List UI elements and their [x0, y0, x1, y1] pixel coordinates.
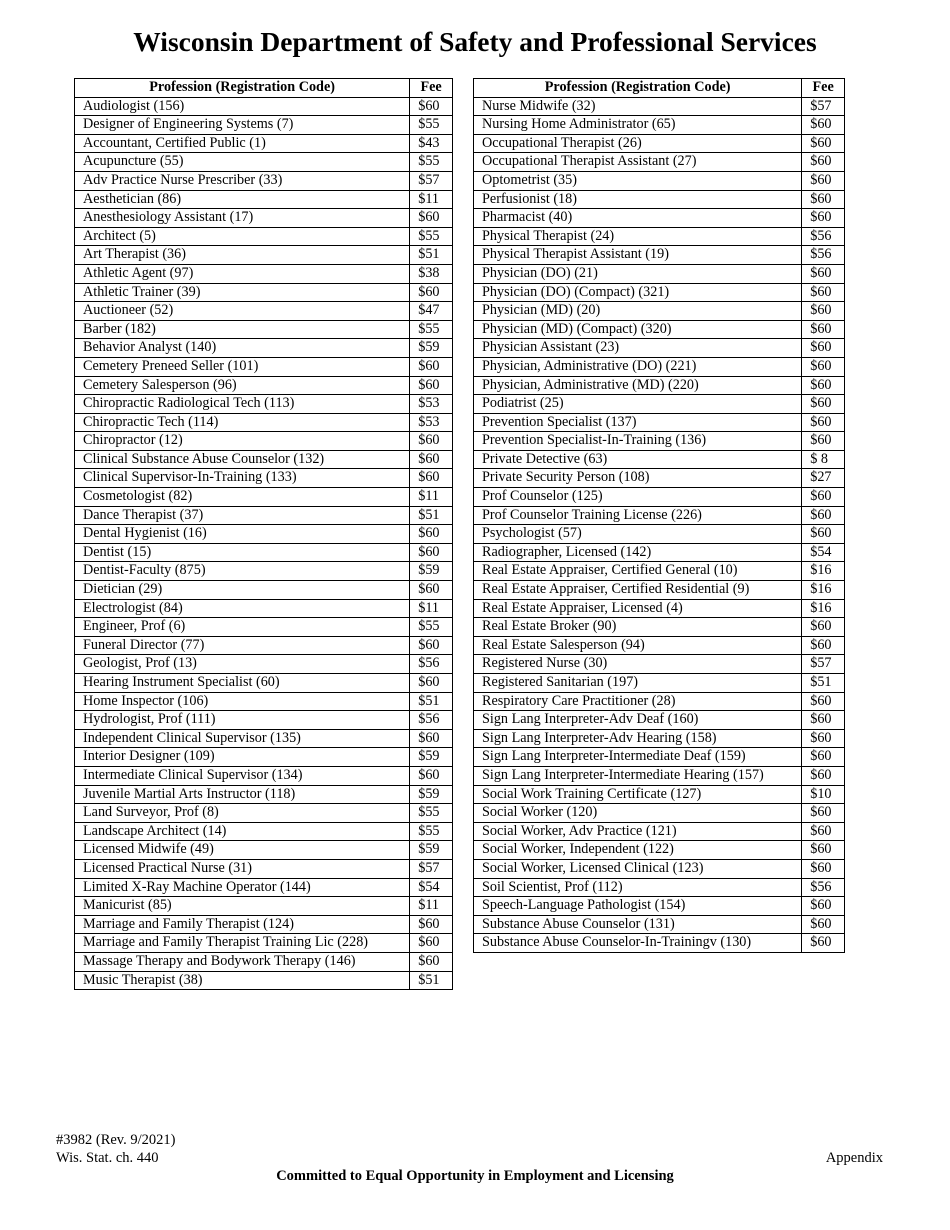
column-header-fee: Fee — [802, 79, 845, 98]
fee-cell: $60 — [410, 283, 453, 302]
appendix-label: Appendix — [825, 1150, 883, 1166]
profession-cell: Physician, Administrative (MD) (220) — [474, 376, 802, 395]
table-row — [75, 804, 453, 823]
table-row — [75, 376, 453, 395]
fee-cell: $60 — [802, 171, 845, 190]
profession-cell: Accountant, Certified Public (1) — [75, 134, 410, 153]
fee-cell: $60 — [802, 636, 845, 655]
profession-cell: Clinical Substance Abuse Counselor (132) — [75, 450, 410, 469]
table-row — [75, 636, 453, 655]
fee-cell: $60 — [802, 506, 845, 525]
table-row — [474, 227, 845, 246]
profession-cell: Massage Therapy and Bodywork Therapy (146) — [75, 952, 410, 971]
table-row — [474, 748, 845, 767]
profession-cell: Geologist, Prof (13) — [75, 655, 410, 674]
profession-cell: Cosmetologist (82) — [75, 488, 410, 507]
table-row — [75, 766, 453, 785]
profession-cell: Chiropractic Radiological Tech (113) — [75, 395, 410, 414]
table-row — [75, 320, 453, 339]
fee-cell: $56 — [410, 711, 453, 730]
profession-cell: Barber (182) — [75, 320, 410, 339]
table-row — [474, 395, 845, 414]
profession-cell: Substance Abuse Counselor-In-Trainingv (130) — [474, 934, 802, 953]
profession-cell: Podiatrist (25) — [474, 395, 802, 414]
table-row — [474, 153, 845, 172]
table-row — [474, 302, 845, 321]
profession-cell: Funeral Director (77) — [75, 636, 410, 655]
fee-cell: $60 — [802, 822, 845, 841]
profession-cell: Licensed Midwife (49) — [75, 841, 410, 860]
table-row — [75, 264, 453, 283]
fee-cell: $54 — [802, 543, 845, 562]
table-row — [75, 655, 453, 674]
fee-cell: $11 — [410, 599, 453, 618]
table-row — [75, 246, 453, 265]
table-row — [474, 134, 845, 153]
table-row — [75, 488, 453, 507]
fee-cell: $53 — [410, 413, 453, 432]
table-row — [75, 153, 453, 172]
profession-cell: Juvenile Martial Arts Instructor (118) — [75, 785, 410, 804]
profession-cell: Audiologist (156) — [75, 97, 410, 116]
profession-cell: Sign Lang Interpreter-Adv Deaf (160) — [474, 711, 802, 730]
profession-cell: Physician, Administrative (DO) (221) — [474, 357, 802, 376]
profession-cell: Auctioneer (52) — [75, 302, 410, 321]
profession-cell: Home Inspector (106) — [75, 692, 410, 711]
profession-cell: Manicurist (85) — [75, 897, 410, 916]
profession-cell: Landscape Architect (14) — [75, 822, 410, 841]
fee-cell: $56 — [802, 227, 845, 246]
profession-cell: Prevention Specialist (137) — [474, 413, 802, 432]
fee-cell: $60 — [802, 134, 845, 153]
profession-cell: Limited X-Ray Machine Operator (144) — [75, 878, 410, 897]
profession-cell: Social Worker, Independent (122) — [474, 841, 802, 860]
fee-cell: $60 — [802, 357, 845, 376]
table-row — [75, 209, 453, 228]
fee-cell: $60 — [802, 841, 845, 860]
fee-cell: $59 — [410, 785, 453, 804]
table-row — [474, 264, 845, 283]
profession-cell: Sign Lang Interpreter-Intermediate Deaf (159) — [474, 748, 802, 767]
statute-reference: Wis. Stat. ch. 440 — [56, 1150, 159, 1166]
table-row — [474, 804, 845, 823]
table-row — [75, 581, 453, 600]
fee-cell: $60 — [410, 581, 453, 600]
profession-cell: Physician (MD) (20) — [474, 302, 802, 321]
profession-cell: Prevention Specialist-In-Training (136) — [474, 432, 802, 451]
table-row — [474, 376, 845, 395]
table-row — [75, 469, 453, 488]
table-header-row — [75, 79, 453, 98]
table-row — [474, 934, 845, 953]
fee-cell: $60 — [802, 729, 845, 748]
table-row — [75, 450, 453, 469]
fee-cell: $54 — [410, 878, 453, 897]
profession-cell: Cemetery Salesperson (96) — [75, 376, 410, 395]
profession-cell: Registered Nurse (30) — [474, 655, 802, 674]
fee-cell: $16 — [802, 581, 845, 600]
fee-cell: $60 — [802, 432, 845, 451]
profession-cell: Interior Designer (109) — [75, 748, 410, 767]
table-row — [474, 878, 845, 897]
profession-cell: Dentist (15) — [75, 543, 410, 562]
fee-cell: $60 — [410, 915, 453, 934]
profession-cell: Marriage and Family Therapist Training Lic (228) — [75, 934, 410, 953]
column-header-profession: Profession (Registration Code) — [474, 79, 802, 98]
fee-cell: $11 — [410, 190, 453, 209]
profession-cell: Chiropractic Tech (114) — [75, 413, 410, 432]
profession-cell: Clinical Supervisor-In-Training (133) — [75, 469, 410, 488]
profession-cell: Dental Hygienist (16) — [75, 525, 410, 544]
profession-cell: Soil Scientist, Prof (112) — [474, 878, 802, 897]
table-row — [474, 320, 845, 339]
table-row — [474, 450, 845, 469]
profession-cell: Prof Counselor (125) — [474, 488, 802, 507]
fee-cell: $60 — [410, 97, 453, 116]
table-row — [75, 971, 453, 990]
table-row — [75, 599, 453, 618]
fee-cell: $60 — [802, 766, 845, 785]
fee-cell: $57 — [410, 859, 453, 878]
fee-cell: $60 — [802, 153, 845, 172]
profession-cell: Chiropractor (12) — [75, 432, 410, 451]
profession-cell: Psychologist (57) — [474, 525, 802, 544]
profession-cell: Hydrologist, Prof (111) — [75, 711, 410, 730]
fee-cell: $51 — [410, 971, 453, 990]
fee-cell: $60 — [802, 302, 845, 321]
table-row — [474, 413, 845, 432]
fee-cell: $60 — [802, 413, 845, 432]
table-row — [474, 729, 845, 748]
profession-cell: Substance Abuse Counselor (131) — [474, 915, 802, 934]
profession-cell: Real Estate Appraiser, Certified General (10) — [474, 562, 802, 581]
profession-cell: Physician (DO) (21) — [474, 264, 802, 283]
fee-cell: $55 — [410, 822, 453, 841]
profession-cell: Architect (5) — [75, 227, 410, 246]
profession-cell: Physician Assistant (23) — [474, 339, 802, 358]
fee-table-left — [74, 78, 453, 990]
profession-cell: Real Estate Appraiser, Certified Residential (9) — [474, 581, 802, 600]
table-row — [474, 841, 845, 860]
table-row — [474, 469, 845, 488]
table-row — [474, 915, 845, 934]
table-row — [75, 674, 453, 693]
table-row — [75, 822, 453, 841]
table-row — [474, 562, 845, 581]
equal-opportunity-statement: Committed to Equal Opportunity in Employment and Licensing — [276, 1168, 674, 1184]
table-row — [75, 134, 453, 153]
table-row — [75, 357, 453, 376]
profession-cell: Social Worker, Licensed Clinical (123) — [474, 859, 802, 878]
fee-table-right-body — [474, 97, 845, 952]
profession-cell: Occupational Therapist (26) — [474, 134, 802, 153]
table-row — [75, 339, 453, 358]
fee-cell: $51 — [410, 692, 453, 711]
fee-cell: $56 — [802, 878, 845, 897]
profession-cell: Licensed Practical Nurse (31) — [75, 859, 410, 878]
table-row — [474, 822, 845, 841]
table-row — [474, 655, 845, 674]
profession-cell: Adv Practice Nurse Prescriber (33) — [75, 171, 410, 190]
table-row — [75, 283, 453, 302]
table-row — [75, 915, 453, 934]
table-row — [75, 952, 453, 971]
profession-cell: Designer of Engineering Systems (7) — [75, 116, 410, 135]
fee-cell: $55 — [410, 153, 453, 172]
table-row — [474, 116, 845, 135]
table-row — [75, 878, 453, 897]
column-header-fee: Fee — [410, 79, 453, 98]
fee-cell: $60 — [410, 674, 453, 693]
table-row — [474, 190, 845, 209]
profession-cell: Real Estate Appraiser, Licensed (4) — [474, 599, 802, 618]
fee-cell: $55 — [410, 227, 453, 246]
fee-cell: $60 — [802, 283, 845, 302]
fee-cell: $60 — [802, 395, 845, 414]
table-row — [474, 785, 845, 804]
profession-cell: Respiratory Care Practitioner (28) — [474, 692, 802, 711]
fee-cell: $60 — [802, 488, 845, 507]
profession-cell: Dance Therapist (37) — [75, 506, 410, 525]
table-row — [474, 618, 845, 637]
table-row — [474, 543, 845, 562]
profession-cell: Real Estate Broker (90) — [474, 618, 802, 637]
profession-cell: Athletic Trainer (39) — [75, 283, 410, 302]
profession-cell: Social Work Training Certificate (127) — [474, 785, 802, 804]
fee-cell: $59 — [410, 748, 453, 767]
profession-cell: Pharmacist (40) — [474, 209, 802, 228]
table-row — [474, 97, 845, 116]
profession-cell: Aesthetician (86) — [75, 190, 410, 209]
table-row — [474, 488, 845, 507]
profession-cell: Radiographer, Licensed (142) — [474, 543, 802, 562]
profession-cell: Independent Clinical Supervisor (135) — [75, 729, 410, 748]
profession-cell: Private Detective (63) — [474, 450, 802, 469]
table-row — [75, 302, 453, 321]
table-row — [75, 506, 453, 525]
profession-cell: Social Worker (120) — [474, 804, 802, 823]
table-row — [75, 395, 453, 414]
fee-cell: $60 — [802, 209, 845, 228]
fee-cell: $11 — [410, 897, 453, 916]
profession-cell: Land Surveyor, Prof (8) — [75, 804, 410, 823]
profession-cell: Music Therapist (38) — [75, 971, 410, 990]
table-row — [75, 190, 453, 209]
fee-cell: $60 — [410, 952, 453, 971]
fee-cell: $60 — [802, 897, 845, 916]
fee-table-right — [473, 78, 845, 953]
table-header-row — [474, 79, 845, 98]
fee-cell: $43 — [410, 134, 453, 153]
table-row — [474, 209, 845, 228]
profession-cell: Cemetery Preneed Seller (101) — [75, 357, 410, 376]
fee-cell: $56 — [802, 246, 845, 265]
profession-cell: Acupuncture (55) — [75, 153, 410, 172]
table-row — [75, 748, 453, 767]
fee-cell: $60 — [802, 934, 845, 953]
table-row — [474, 859, 845, 878]
profession-cell: Prof Counselor Training License (226) — [474, 506, 802, 525]
fee-cell: $59 — [410, 562, 453, 581]
fee-cell: $47 — [410, 302, 453, 321]
fee-cell: $38 — [410, 264, 453, 283]
profession-cell: Speech-Language Pathologist (154) — [474, 897, 802, 916]
table-row — [474, 357, 845, 376]
fee-cell: $60 — [410, 934, 453, 953]
fee-cell: $60 — [410, 209, 453, 228]
profession-cell: Occupational Therapist Assistant (27) — [474, 153, 802, 172]
table-row — [75, 785, 453, 804]
fee-cell: $60 — [802, 116, 845, 135]
fee-cell: $60 — [802, 339, 845, 358]
fee-cell: $57 — [410, 171, 453, 190]
fee-cell: $10 — [802, 785, 845, 804]
table-row — [75, 934, 453, 953]
table-row — [474, 432, 845, 451]
fee-cell: $60 — [802, 376, 845, 395]
profession-cell: Real Estate Salesperson (94) — [474, 636, 802, 655]
profession-cell: Optometrist (35) — [474, 171, 802, 190]
fee-cell: $55 — [410, 804, 453, 823]
fee-cell: $51 — [410, 246, 453, 265]
fee-cell: $60 — [410, 450, 453, 469]
table-row — [474, 339, 845, 358]
profession-cell: Marriage and Family Therapist (124) — [75, 915, 410, 934]
table-row — [75, 413, 453, 432]
profession-cell: Dentist-Faculty (875) — [75, 562, 410, 581]
table-row — [75, 171, 453, 190]
fee-cell: $57 — [802, 97, 845, 116]
fee-cell: $51 — [802, 674, 845, 693]
fee-cell: $16 — [802, 562, 845, 581]
fee-cell: $60 — [410, 525, 453, 544]
table-row — [474, 674, 845, 693]
fee-cell: $60 — [802, 525, 845, 544]
fee-table-left-body — [75, 97, 453, 990]
table-row — [474, 897, 845, 916]
table-row — [75, 859, 453, 878]
profession-cell: Intermediate Clinical Supervisor (134) — [75, 766, 410, 785]
fee-cell: $16 — [802, 599, 845, 618]
profession-cell: Physical Therapist (24) — [474, 227, 802, 246]
table-row — [75, 618, 453, 637]
fee-cell: $60 — [802, 264, 845, 283]
profession-cell: Private Security Person (108) — [474, 469, 802, 488]
fee-cell: $55 — [410, 618, 453, 637]
fee-cell: $59 — [410, 841, 453, 860]
table-row — [75, 525, 453, 544]
fee-cell: $59 — [410, 339, 453, 358]
profession-cell: Art Therapist (36) — [75, 246, 410, 265]
fee-cell: $60 — [802, 915, 845, 934]
fee-cell: $60 — [410, 376, 453, 395]
fee-cell: $60 — [410, 729, 453, 748]
fee-cell: $60 — [802, 190, 845, 209]
fee-cell: $55 — [410, 320, 453, 339]
fee-cell: $27 — [802, 469, 845, 488]
fee-cell: $60 — [802, 692, 845, 711]
table-row — [474, 766, 845, 785]
fee-cell: $11 — [410, 488, 453, 507]
table-row — [474, 506, 845, 525]
fee-cell: $60 — [410, 432, 453, 451]
profession-cell: Physician (DO) (Compact) (321) — [474, 283, 802, 302]
table-row — [474, 692, 845, 711]
column-header-profession: Profession (Registration Code) — [75, 79, 410, 98]
fee-cell: $60 — [410, 766, 453, 785]
profession-cell: Anesthesiology Assistant (17) — [75, 209, 410, 228]
table-row — [75, 562, 453, 581]
fee-cell: $57 — [802, 655, 845, 674]
table-row — [75, 692, 453, 711]
profession-cell: Social Worker, Adv Practice (121) — [474, 822, 802, 841]
table-row — [474, 171, 845, 190]
profession-cell: Engineer, Prof (6) — [75, 618, 410, 637]
fee-cell: $60 — [410, 469, 453, 488]
table-row — [474, 283, 845, 302]
profession-cell: Electrologist (84) — [75, 599, 410, 618]
table-row — [75, 116, 453, 135]
fee-cell: $55 — [410, 116, 453, 135]
profession-cell: Nurse Midwife (32) — [474, 97, 802, 116]
fee-cell: $60 — [802, 320, 845, 339]
fee-cell: $60 — [410, 636, 453, 655]
profession-cell: Behavior Analyst (140) — [75, 339, 410, 358]
fee-cell: $53 — [410, 395, 453, 414]
fee-cell: $60 — [802, 859, 845, 878]
profession-cell: Sign Lang Interpreter-Intermediate Hearing (157) — [474, 766, 802, 785]
fee-cell: $51 — [410, 506, 453, 525]
fee-cell: $60 — [410, 357, 453, 376]
fee-cell: $60 — [410, 543, 453, 562]
profession-cell: Athletic Agent (97) — [75, 264, 410, 283]
form-number: #3982 (Rev. 9/2021) — [56, 1132, 176, 1148]
table-row — [75, 97, 453, 116]
profession-cell: Hearing Instrument Specialist (60) — [75, 674, 410, 693]
table-row — [474, 711, 845, 730]
profession-cell: Nursing Home Administrator (65) — [474, 116, 802, 135]
page-title: Wisconsin Department of Safety and Professional Services — [133, 26, 817, 57]
fee-cell: $60 — [802, 804, 845, 823]
table-row — [474, 581, 845, 600]
profession-cell: Registered Sanitarian (197) — [474, 674, 802, 693]
table-row — [75, 897, 453, 916]
profession-cell: Sign Lang Interpreter-Adv Hearing (158) — [474, 729, 802, 748]
table-row — [474, 636, 845, 655]
fee-cell: $ 8 — [802, 450, 845, 469]
profession-cell: Perfusionist (18) — [474, 190, 802, 209]
table-row — [474, 599, 845, 618]
table-row — [75, 227, 453, 246]
fee-cell: $60 — [802, 748, 845, 767]
fee-cell: $56 — [410, 655, 453, 674]
table-row — [474, 525, 845, 544]
table-row — [75, 432, 453, 451]
table-row — [75, 543, 453, 562]
table-row — [75, 711, 453, 730]
table-row — [474, 246, 845, 265]
fee-cell: $60 — [802, 618, 845, 637]
table-row — [75, 841, 453, 860]
table-row — [75, 729, 453, 748]
profession-cell: Dietician (29) — [75, 581, 410, 600]
fee-cell: $60 — [802, 711, 845, 730]
profession-cell: Physician (MD) (Compact) (320) — [474, 320, 802, 339]
profession-cell: Physical Therapist Assistant (19) — [474, 246, 802, 265]
